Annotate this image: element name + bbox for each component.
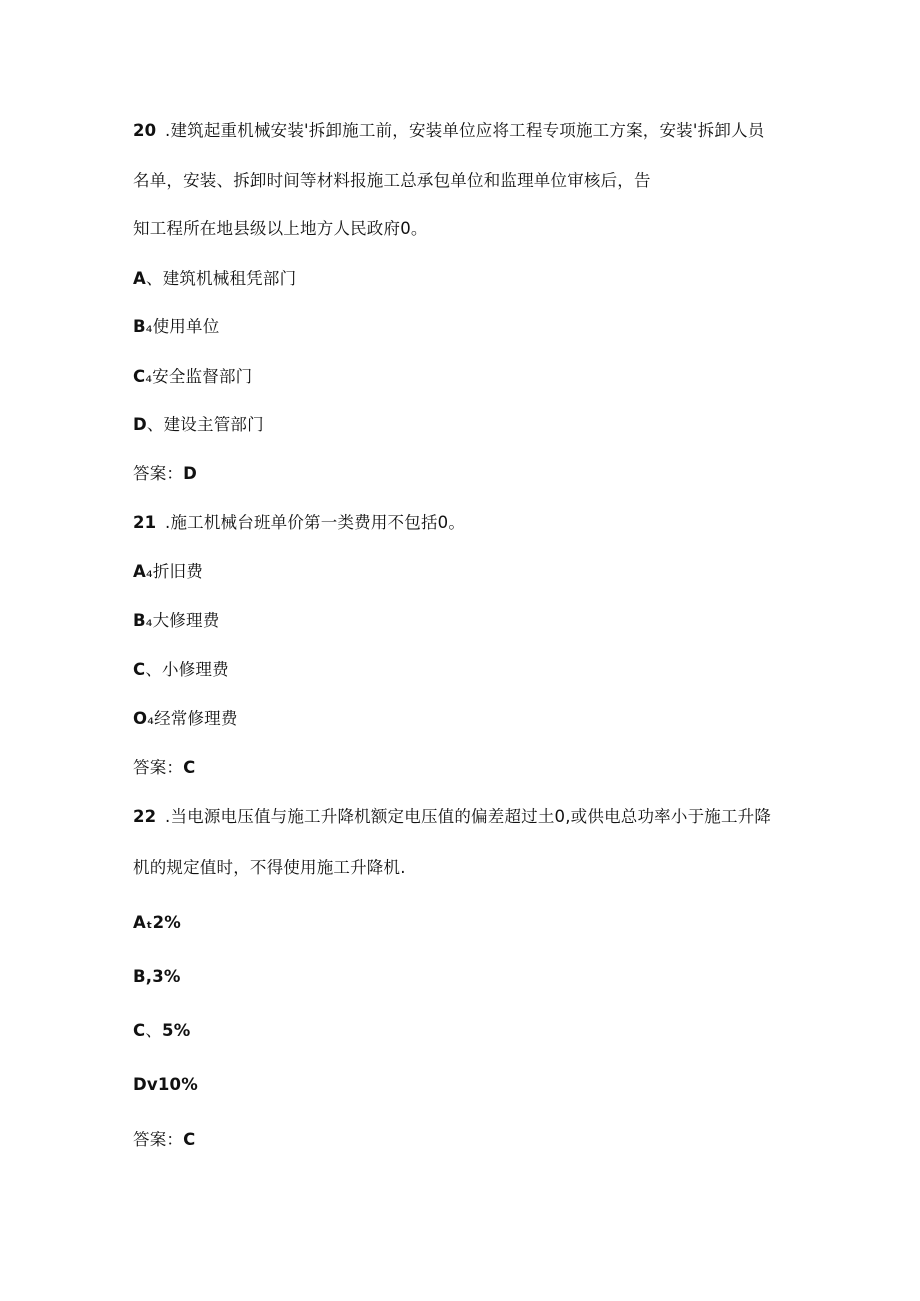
option-text: 小修理费 — [162, 660, 229, 679]
question-text: 知工程所在地县级以上地方人民政府0。 — [133, 219, 428, 238]
option-letter: B — [133, 317, 146, 336]
option-letter: O — [133, 709, 148, 728]
option-letter: D — [133, 1075, 147, 1094]
question-22-option-d — [133, 1074, 198, 1096]
question-21-line-1 — [133, 512, 465, 534]
question-20-line-2 — [133, 170, 651, 192]
option-separator: 、 — [145, 1021, 163, 1040]
question-22-option-c — [133, 1020, 190, 1042]
option-text: 折旧费 — [152, 562, 203, 581]
option-letter: D — [133, 415, 147, 434]
option-letter: B — [133, 967, 146, 986]
option-separator: ₄ — [145, 317, 153, 336]
question-number: 21 — [133, 513, 157, 532]
option-separator: 、 — [145, 269, 163, 288]
question-20-answer — [133, 463, 197, 485]
option-separator: ₜ — [145, 913, 153, 932]
option-text: 经常修理费 — [154, 709, 238, 728]
answer-value: C — [183, 1130, 196, 1149]
option-separator: ₄ — [145, 367, 153, 386]
answer-label: 答案： — [133, 1130, 184, 1149]
option-letter: A — [133, 913, 146, 932]
option-text: 大修理费 — [152, 611, 220, 630]
question-22-option-a — [133, 912, 181, 934]
answer-value: D — [183, 464, 198, 483]
question-20-option-d — [133, 414, 264, 436]
question-text: 机的规定值时，不得使用施工升降机. — [133, 858, 406, 877]
question-text: 名单，安装、拆卸时间等材料报施工总承包单位和监理单位审核后，告 — [133, 171, 651, 190]
question-22-answer — [133, 1129, 195, 1151]
option-text: 5% — [162, 1021, 191, 1040]
question-21-answer — [133, 757, 195, 779]
question-22-option-b — [133, 966, 181, 988]
question-20-line-3 — [133, 218, 428, 240]
answer-label: 答案： — [133, 758, 184, 777]
question-20-option-b — [133, 316, 219, 338]
question-20-option-c — [133, 366, 252, 388]
option-separator: v — [146, 1075, 158, 1094]
option-separator: , — [145, 967, 153, 986]
question-20-line-1 — [133, 120, 764, 142]
question-21-option-a — [133, 561, 203, 583]
question-21-option-c — [133, 659, 229, 681]
option-letter: A — [133, 562, 146, 581]
option-text: 建设主管部门 — [163, 415, 264, 434]
option-text: 10% — [157, 1075, 198, 1094]
question-22-line-2 — [133, 857, 406, 879]
question-number: 22 — [133, 807, 157, 826]
question-number: 20 — [133, 121, 157, 140]
question-text: .施工机械台班单价第一类费用不包括0。 — [165, 513, 466, 532]
option-text: 3% — [152, 967, 181, 986]
question-22-line-1 — [133, 806, 771, 828]
question-21-option-d — [133, 708, 238, 730]
option-letter: C — [133, 367, 146, 386]
option-separator: 、 — [146, 415, 164, 434]
option-text: 安全监督部门 — [152, 367, 253, 386]
answer-value: C — [183, 758, 196, 777]
option-separator: 、 — [145, 660, 163, 679]
question-20-option-a — [133, 268, 296, 290]
option-separator: ₄ — [147, 709, 155, 728]
option-text: 建筑机械租凭部门 — [162, 269, 297, 288]
question-text: .建筑起重机械安装'拆卸施工前，安装单位应将工程专项施工方案，安装'拆卸人员 — [165, 121, 765, 140]
option-separator: ₄ — [145, 562, 153, 581]
option-letter: A — [133, 269, 146, 288]
option-text: 2% — [152, 913, 182, 932]
answer-label: 答案： — [133, 464, 184, 483]
option-letter: C — [133, 660, 146, 679]
question-text: .当电源电压值与施工升降机额定电压值的偏差超过土0,或供电总功率小于施工升降 — [165, 807, 772, 826]
option-letter: B — [133, 611, 146, 630]
option-separator: ₄ — [145, 611, 153, 630]
option-letter: C — [133, 1021, 146, 1040]
question-21-option-b — [133, 610, 219, 632]
option-text: 使用单位 — [152, 317, 220, 336]
